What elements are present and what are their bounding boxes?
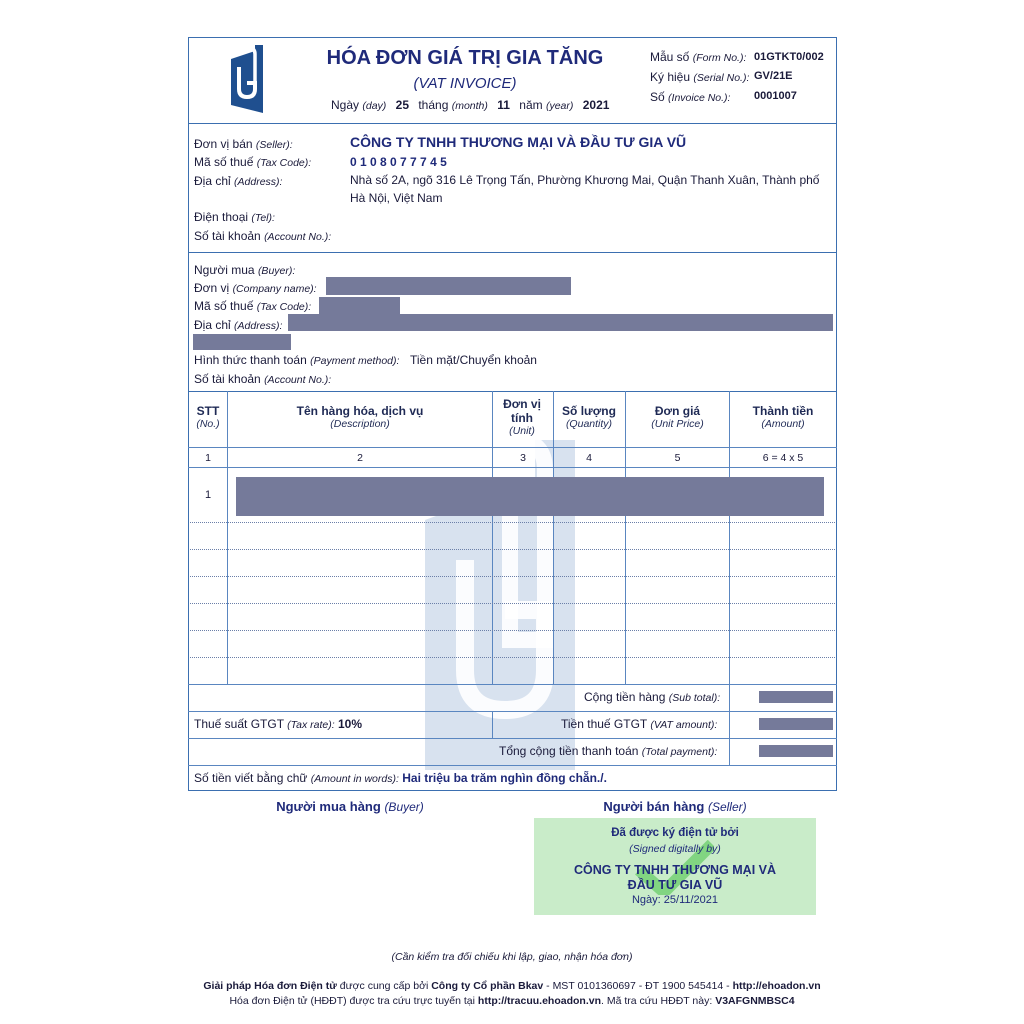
column-line: [227, 391, 228, 684]
seller-account-label: Số tài khoản (Account No.):: [194, 229, 332, 243]
buyer-company-label: Đơn vị (Company name):: [194, 281, 317, 295]
col-num: 4: [586, 452, 592, 464]
digital-signature-box: [534, 818, 816, 915]
form-no-label: Mẫu số (Form No.):: [650, 50, 747, 64]
row-separator: [190, 576, 835, 577]
divider: [188, 684, 837, 685]
redacted-subtotal: [759, 691, 833, 703]
redacted-total-payment: [759, 745, 833, 757]
divider: [188, 391, 837, 392]
invoice-date: Ngày (day) 25 tháng (month) 11 năm (year) 2021: [331, 98, 610, 112]
redacted-buyer-tax-code: [319, 297, 400, 314]
seller-tax-label: Mã số thuế (Tax Code):: [194, 155, 312, 169]
col-header-unit: Đơn vị tính (Unit): [503, 397, 541, 437]
amount-in-words: Số tiền viết bằng chữ (Amount in words): Hai triệu ba trăm nghìn đồng chẵn./.: [194, 771, 607, 785]
invoice-subtitle: (VAT INVOICE): [413, 75, 517, 92]
vat-amount-label: Tiền thuế GTGT (VAT amount):: [561, 717, 718, 731]
seller-tax-code: 0 1 0 8 0 7 7 7 4 5: [350, 155, 447, 169]
payment-method-label: Hình thức thanh toán (Payment method):: [194, 353, 400, 367]
col-num: 3: [520, 452, 526, 464]
divider: [188, 738, 837, 739]
form-no-value: 01GTKT0/002: [754, 51, 824, 63]
redacted-buyer-address: [288, 314, 833, 331]
row-separator: [190, 657, 835, 658]
col-header-description: Tên hàng hóa, dịch vụ (Description): [296, 404, 424, 430]
tracuu-link[interactable]: http://tracuu.ehoadon.vn: [477, 995, 601, 1007]
redacted-buyer-address-cont: [193, 334, 291, 350]
divider: [188, 711, 837, 712]
tax-rate-label: Thuế suất GTGT (Tax rate): 10%: [194, 717, 362, 731]
column-line: [729, 391, 730, 684]
signed-digitally-vi: Đã được ký điện tử bởi: [611, 827, 739, 839]
footer-note: (Cần kiểm tra đối chiếu khi lập, giao, nhận hóa đơn): [391, 951, 633, 963]
col-num: 5: [674, 452, 681, 464]
col-num: 2: [357, 452, 363, 464]
invoice-no-value: 0001007: [754, 90, 797, 102]
footer-line2: Hóa đơn Điện tử (HĐĐT) được tra cứu trực tuyến tại http://tracuu.ehoadon.vn. Mã tra cứu HĐĐT này: V3AFGNMBSC4: [229, 995, 795, 1007]
buyer-address-label: Địa chỉ (Address):: [194, 318, 283, 332]
row-separator: [190, 549, 835, 550]
buyer-signature-label: Người mua hàng (Buyer): [276, 799, 424, 814]
col-header-quantity: Số lượng (Quantity): [562, 404, 616, 430]
seller-signature-label: Người bán hàng (Seller): [603, 799, 747, 814]
seller-label: Đơn vị bán (Seller):: [194, 137, 293, 151]
divider: [188, 467, 837, 468]
signed-digitally-en: (Signed digitally by): [629, 843, 721, 855]
divider: [188, 447, 837, 448]
serial-no-value: GV/21E: [754, 70, 793, 82]
col-num: 6 = 4 x 5: [762, 452, 804, 464]
column-line: [553, 391, 554, 684]
signer-name-line1: CÔNG TY TNHH THƯƠNG MẠI VÀ: [573, 863, 777, 877]
row-no: 1: [204, 489, 212, 501]
seller-address-line2: Hà Nội, Việt Nam: [350, 191, 443, 205]
seller-address-label: Địa chỉ (Address):: [194, 174, 283, 188]
signed-date: Ngày: 25/11/2021: [631, 894, 719, 906]
col-header-no: STT (No.): [196, 404, 220, 430]
col-header-amount: Thành tiền (Amount): [752, 404, 814, 430]
subtotal-label: Cộng tiền hàng (Sub total):: [584, 690, 721, 704]
divider: [188, 252, 837, 253]
signer-name-line2: ĐẦU TƯ GIA VŨ: [627, 878, 723, 892]
col-header-unit-price: Đơn giá (Unit Price): [651, 404, 704, 430]
seller-name: CÔNG TY TNHH THƯƠNG MẠI VÀ ĐẦU TƯ GIA VŨ: [350, 134, 687, 150]
company-logo-icon: [231, 45, 269, 113]
row-separator: [190, 630, 835, 631]
column-line: [625, 391, 626, 684]
redacted-company-name: [326, 277, 571, 295]
col-num: 1: [205, 452, 211, 464]
buyer-account-label: Số tài khoản (Account No.):: [194, 372, 332, 386]
column-line: [729, 684, 730, 765]
payment-method-value: Tiền mặt/Chuyển khoản: [410, 353, 537, 367]
serial-no-label: Ký hiệu (Serial No.):: [650, 70, 750, 84]
footer-line1: Giải pháp Hóa đơn Điện tử được cung cấp bởi Công ty Cổ phần Bkav - MST 0101360697 - ĐT 1900 545414 - http://ehoadon.vn: [203, 980, 821, 992]
redacted-vat-amount: [759, 718, 833, 730]
row-separator: [190, 522, 835, 523]
buyer-tax-label: Mã số thuế (Tax Code):: [194, 299, 312, 313]
total-payment-label: Tổng cộng tiền thanh toán (Total payment):: [499, 744, 718, 758]
seller-tel-label: Điện thoại (Tel):: [194, 210, 275, 224]
divider: [188, 765, 837, 766]
redacted-item-row: [236, 477, 824, 516]
column-line: [492, 711, 493, 738]
divider: [188, 123, 837, 124]
column-line: [492, 391, 493, 684]
invoice-no-label: Số (Invoice No.):: [650, 90, 731, 104]
row-separator: [190, 603, 835, 604]
buyer-label: Người mua (Buyer):: [194, 263, 296, 277]
seller-address-line1: Nhà số 2A, ngõ 316 Lê Trọng Tấn, Phường Khương Mai, Quận Thanh Xuân, Thành phố: [350, 173, 820, 187]
invoice-title: HÓA ĐƠN GIÁ TRỊ GIA TĂNG: [326, 47, 604, 69]
ehoadon-link[interactable]: http://ehoadon.vn: [732, 980, 821, 992]
